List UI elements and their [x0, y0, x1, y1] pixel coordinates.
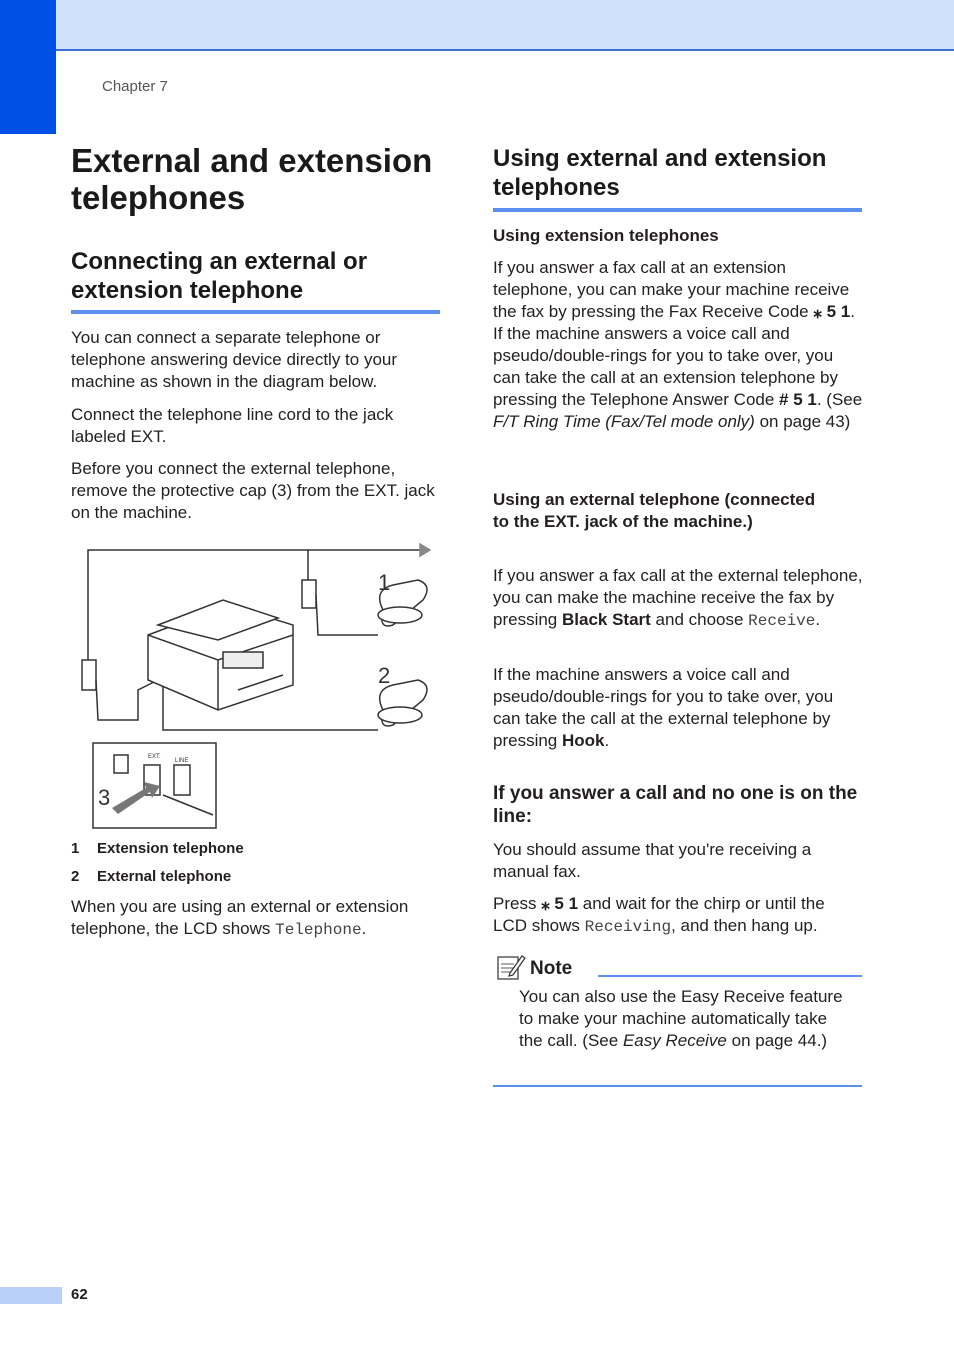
- chapter-label: Chapter 7: [102, 78, 168, 95]
- footer-band: [0, 1287, 62, 1304]
- section-title-connecting: Connecting an external or extension telephone: [71, 248, 368, 304]
- answer-code: # 5 1: [779, 390, 817, 409]
- figure-line-label: LINE: [175, 758, 189, 764]
- note-title: Note: [530, 958, 573, 979]
- paragraph-hook: If the machine answers a voice call and pseudo/double-rings for you to take over, you can take the call at the external telephone by pressing Hook.: [493, 665, 834, 750]
- receive-code: ⁎ 5 1: [541, 894, 579, 913]
- chapter-tab: [0, 0, 56, 134]
- figure-label-2: 2: [378, 663, 391, 688]
- paragraph: Connect the telephone line cord to the jack labeled EXT.: [71, 405, 394, 446]
- header-band: [0, 0, 954, 51]
- paragraph-external: If you answer a fax call at the external telephone, you can make the machine receive the fax by pressing Black Start and choose Receive.: [493, 566, 863, 630]
- section-title-using: Using external and extension telephones: [493, 145, 827, 201]
- lcd-text: Telephone: [275, 921, 362, 939]
- note-bottom-rule: [493, 1085, 862, 1087]
- note-top-rule: [598, 975, 862, 977]
- paragraph: You can connect a separate telephone or telephone answering device directly to your machine as shown in the diagram below.: [71, 328, 398, 391]
- figure-label-3: 3: [98, 785, 111, 810]
- paragraph: Before you connect the external telephone, remove the protective cap (3) from the EXT. jack on the machine.: [71, 459, 435, 522]
- note-text: You can also use the Easy Receive feature to make your machine automatically take the call. (See Easy Receive on page 44.): [519, 987, 843, 1050]
- paragraph: You should assume that you're receiving a manual fax.: [493, 840, 812, 881]
- lcd-text: Receiving: [584, 918, 672, 936]
- paragraph-press: Press ⁎ 5 1 and wait for the chirp or until the LCD shows Receiving, and then hang up.: [493, 894, 825, 936]
- paragraph-closing: When you are using an external or extension telephone, the LCD shows Telephone.: [71, 897, 409, 939]
- figure-ext-label: EXT.: [148, 754, 161, 760]
- page-title: External and extension telephones: [71, 142, 433, 216]
- key-black-start: Black Start: [561, 610, 651, 629]
- section-rule: [71, 310, 440, 314]
- figure-caption-2: 2 External telephone: [71, 868, 232, 885]
- figure-label-1: 1: [378, 570, 391, 595]
- subheading-external: Using an external telephone (connected to the EXT. jack of the machine.): [493, 490, 816, 531]
- section-rule: [493, 208, 862, 212]
- cross-reference: Easy Receive: [622, 1031, 727, 1050]
- paragraph-extension: If you answer a fax call at an extension telephone, you can make your machine receive the fax by pressing the Fax Receive Code ⁎ 5 1. If the machine answers a voice call and pseudo/double-rings for you to take over, you can take the call at an extension telephone by pressing the Telephone Answer Code # 5 1. (See F/T Ring Time (Fax/Tel mode only) on page 43): [493, 258, 863, 431]
- note-pencil-icon: [496, 953, 526, 981]
- fax-receive-code: ⁎ 5 1: [813, 302, 851, 321]
- connection-diagram: [78, 540, 438, 832]
- subheading-extension: Using extension telephones: [493, 226, 719, 245]
- cross-reference: F/T Ring Time (Fax/Tel mode only): [493, 412, 755, 431]
- figure-caption-1: 1 Extension telephone: [71, 840, 244, 857]
- subheading-no-one: If you answer a call and no one is on the line:: [493, 783, 858, 827]
- page-number: 62: [71, 1286, 88, 1303]
- key-hook: Hook: [561, 731, 605, 750]
- lcd-text: Receive: [748, 612, 816, 630]
